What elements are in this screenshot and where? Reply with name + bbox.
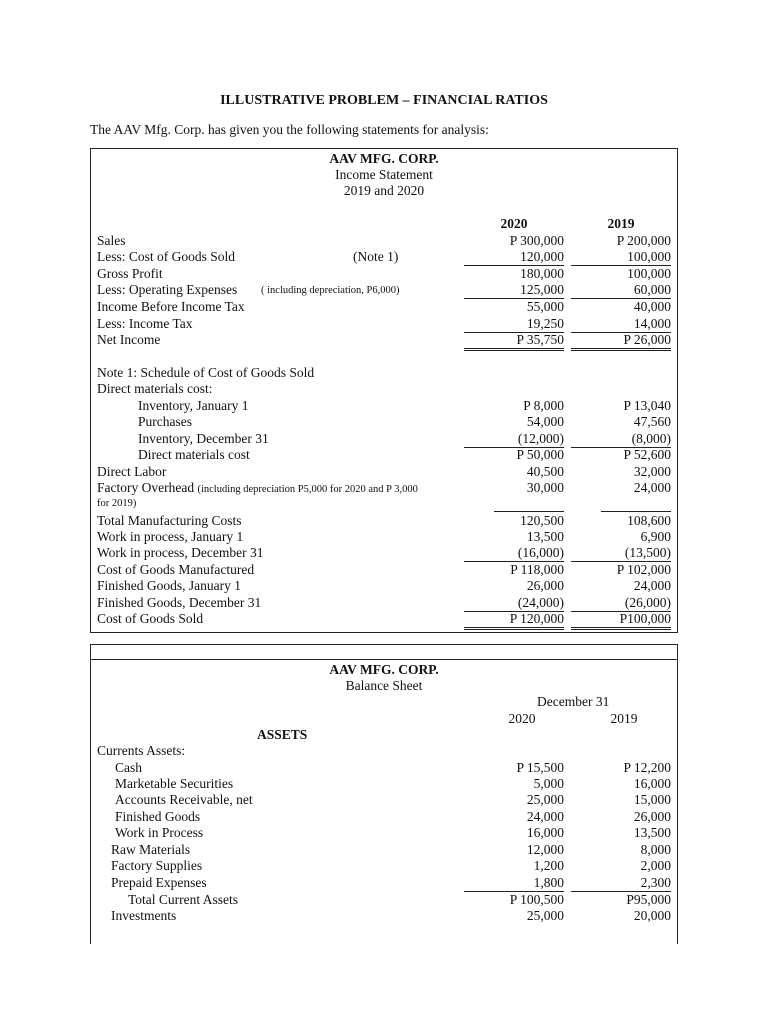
bs-col-2020: 2020: [508, 711, 536, 726]
cogs-value-2020: (12,000): [464, 431, 564, 448]
cogs-value-2020: 30,000: [526, 480, 564, 495]
cogs-value-2019: 47,560: [633, 414, 671, 429]
bs-value-2020: 5,000: [533, 776, 564, 791]
cogs-value-2020: 40,500: [526, 464, 564, 479]
is-label: Sales: [97, 233, 126, 248]
balance-company-name: AAV MFG. CORP.: [329, 662, 439, 677]
is-value-2019: 40,000: [633, 299, 671, 314]
is-label: Less: Income Tax: [97, 316, 193, 331]
is-label: Less: Operating Expenses: [97, 282, 238, 297]
bs-label: Raw Materials: [111, 842, 191, 857]
bs-label: Investments: [111, 908, 177, 923]
bs-label: Cash: [115, 760, 142, 775]
bs-value-2019: P95,000: [626, 892, 671, 907]
bs-label: Finished Goods: [115, 809, 201, 824]
bs-value-2019: 8,000: [640, 842, 671, 857]
cogs-label: Inventory, January 1: [138, 398, 249, 413]
bs-label: Marketable Securities: [115, 776, 234, 791]
cogs-value-2019: 24,000: [633, 578, 671, 593]
is-value-2020: 180,000: [520, 266, 564, 281]
is-label: Gross Profit: [97, 266, 163, 281]
cogs-heading: Note 1: Schedule of Cost of Goods Sold: [97, 365, 315, 380]
is-value-2019: 60,000: [571, 282, 671, 299]
factory-overhead-note: (including depreciation P5,000 for 2020 and P 3,000: [197, 484, 418, 495]
direct-materials-heading: Direct materials cost:: [97, 381, 213, 396]
current-assets-heading: Currents Assets:: [97, 743, 186, 758]
cogs-label: Direct Labor: [97, 464, 167, 479]
cogs-value-2020: 54,000: [526, 414, 564, 429]
cogs-value-2020: P 50,000: [516, 447, 564, 462]
bs-col-2019: 2019: [610, 711, 638, 726]
cogs-value-2019: 108,600: [627, 513, 671, 528]
cogs-value-2019: 6,900: [640, 529, 671, 544]
bs-value-2019: 26,000: [633, 809, 671, 824]
is-value-2019: 100,000: [627, 266, 671, 281]
bs-value-2020: 25,000: [526, 908, 564, 923]
cogs-value-2019: P 102,000: [616, 562, 671, 577]
income-statement-title: Income Statement: [335, 167, 433, 182]
is-value-2020: P 35,750: [464, 332, 564, 351]
bs-value-2019: P 12,200: [623, 760, 671, 775]
cogs-label: Inventory, December 31: [138, 431, 269, 446]
cogs-value-2020: P 120,000: [464, 611, 564, 630]
is-value-2019: P 26,000: [571, 332, 671, 351]
bs-label: Work in Process: [115, 825, 204, 840]
cogs-label: Total Manufacturing Costs: [97, 513, 242, 528]
cogs-label: Direct materials cost: [138, 447, 250, 462]
cogs-value-2020: 26,000: [526, 578, 564, 593]
cogs-value-2019: 24,000: [633, 480, 671, 495]
subtotal-rule: [494, 511, 564, 512]
bs-value-2020: 24,000: [526, 809, 564, 824]
cogs-value-2020: P 118,000: [510, 562, 564, 577]
balance-sheet-title: Balance Sheet: [345, 678, 423, 693]
cogs-label: Finished Goods, December 31: [97, 595, 262, 610]
is-value-2020: P 300,000: [509, 233, 564, 248]
cogs-value-2019: (13,500): [571, 545, 671, 562]
income-statement-years: 2019 and 2020: [343, 183, 425, 198]
is-label: Income Before Income Tax: [97, 299, 245, 314]
factory-overhead-note-cont: for 2019): [97, 498, 137, 509]
balance-date-header: December 31: [537, 694, 610, 709]
is-value-2020: 19,250: [464, 316, 564, 333]
cogs-value-2020: P 8,000: [523, 398, 564, 413]
is-label: Less: Cost of Goods Sold: [97, 249, 236, 264]
assets-heading: ASSETS: [257, 727, 308, 742]
is-note: ( including depreciation, P6,000): [261, 285, 400, 296]
cogs-label: Cost of Goods Sold: [97, 611, 204, 626]
is-note: (Note 1): [353, 249, 399, 264]
cogs-label: Work in process, January 1: [97, 529, 244, 544]
bs-value-2019: 2,300: [571, 875, 671, 892]
bs-value-2020: P 100,500: [509, 892, 564, 907]
cogs-value-2019: (26,000): [571, 595, 671, 612]
bs-value-2020: 1,200: [533, 858, 564, 873]
bs-value-2019: 2,000: [640, 858, 671, 873]
bs-value-2019: 16,000: [633, 776, 671, 791]
cogs-value-2020: (24,000): [464, 595, 564, 612]
is-value-2019: 100,000: [571, 249, 671, 266]
is-value-2020: 55,000: [526, 299, 564, 314]
is-value-2020: 125,000: [464, 282, 564, 299]
income-company-name: AAV MFG. CORP.: [329, 151, 439, 166]
bs-value-2019: 15,000: [633, 792, 671, 807]
cogs-label: Finished Goods, January 1: [97, 578, 241, 593]
section-divider: [90, 659, 678, 660]
cogs-label: [97, 480, 418, 498]
is-value-2019: P 200,000: [616, 233, 671, 248]
cogs-value-2020: (16,000): [464, 545, 564, 562]
cogs-value-2019: (8,000): [571, 431, 671, 448]
cogs-label: Work in process, December 31: [97, 545, 264, 560]
subtotal-rule: [601, 511, 671, 512]
bs-value-2019: 13,500: [633, 825, 671, 840]
bs-value-2019: 20,000: [633, 908, 671, 923]
is-value-2020: 120,000: [464, 249, 564, 266]
cogs-label: Purchases: [138, 414, 192, 429]
cogs-value-2020: 13,500: [526, 529, 564, 544]
bs-value-2020: 12,000: [526, 842, 564, 857]
bs-value-2020: P 15,500: [516, 760, 564, 775]
cogs-value-2019: 32,000: [633, 464, 671, 479]
document-title: ILLUSTRATIVE PROBLEM – FINANCIAL RATIOS: [220, 93, 548, 108]
cogs-value-2019: P 13,040: [623, 398, 671, 413]
bs-label: Prepaid Expenses: [111, 875, 207, 890]
cogs-value-2019: P100,000: [571, 611, 671, 630]
bs-label: Factory Supplies: [111, 858, 203, 873]
is-value-2019: 14,000: [571, 316, 671, 333]
cogs-value-2020: 120,500: [520, 513, 564, 528]
cogs-label: Cost of Goods Manufactured: [97, 562, 255, 577]
is-label: Net Income: [97, 332, 161, 347]
bs-value-2020: 1,800: [464, 875, 564, 892]
col-header-2019: 2019: [607, 216, 635, 231]
bs-value-2020: 16,000: [526, 825, 564, 840]
factory-overhead-label: Factory Overhead: [97, 480, 195, 495]
bs-label: Accounts Receivable, net: [115, 792, 253, 807]
intro-text: The AAV Mfg. Corp. has given you the following statements for analysis:: [90, 122, 489, 137]
bs-label: Total Current Assets: [128, 892, 239, 907]
bs-value-2020: 25,000: [526, 792, 564, 807]
col-header-2020: 2020: [500, 216, 528, 231]
cogs-value-2019: P 52,600: [623, 447, 671, 462]
